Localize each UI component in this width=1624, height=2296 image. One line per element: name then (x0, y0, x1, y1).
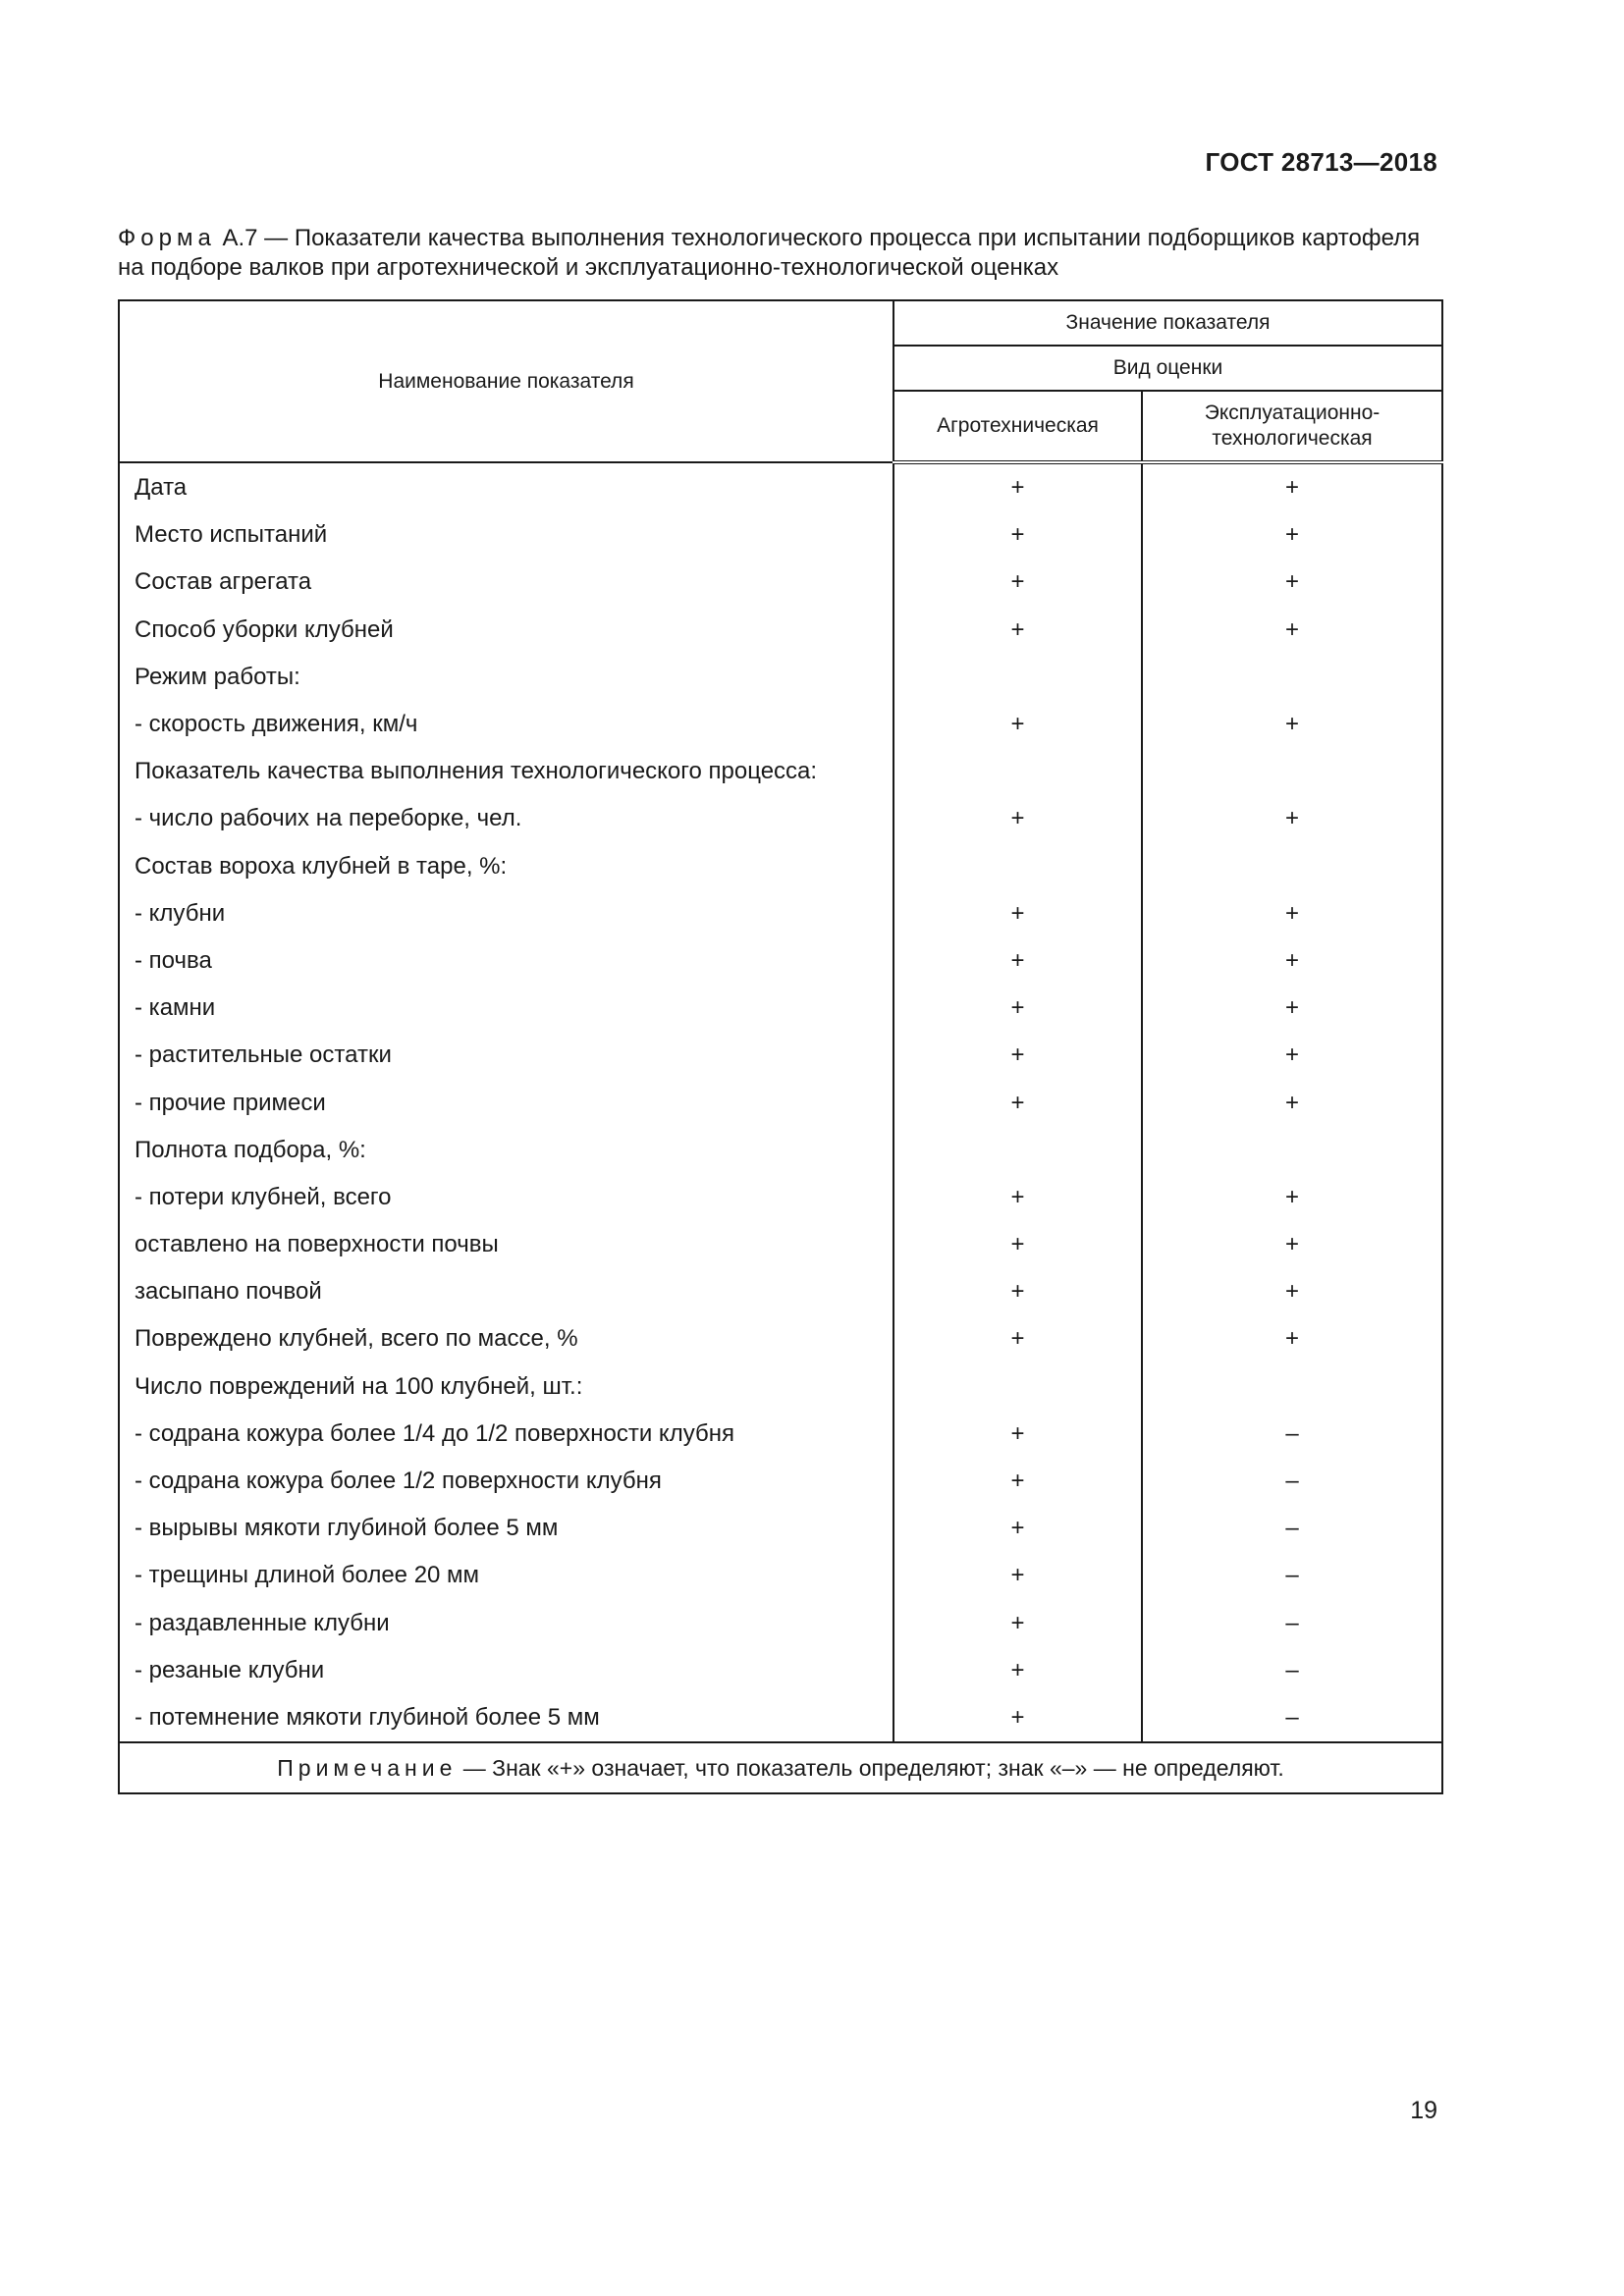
agrotechnical-mark: + (893, 701, 1142, 748)
table-row (119, 1458, 1442, 1505)
indicator-label: Полнота подбора, %: (119, 1127, 893, 1174)
indicator-label: - растительные остатки (119, 1032, 893, 1079)
indicator-label: - раздавленные клубни (119, 1600, 893, 1647)
table-row (119, 1694, 1442, 1742)
table-row (119, 1552, 1442, 1599)
table-note (119, 1742, 1442, 1793)
table-row (119, 1411, 1442, 1458)
operational-mark: + (1142, 890, 1442, 937)
table-row (119, 607, 1442, 654)
caption-text: А.7 — Показатели качества выполнения технологического процесса при испытании подборщиков картофеля на подборе валков при агротехнической и эксплуатационно-технологической оценках (118, 225, 1421, 281)
indicator-label: Место испытаний (119, 511, 893, 559)
agrotechnical-mark: + (893, 1647, 1142, 1694)
table-row (119, 1647, 1442, 1694)
agrotechnical-mark: + (893, 607, 1142, 654)
indicator-label: оставлено на поверхности почвы (119, 1221, 893, 1268)
agrotechnical-mark: + (893, 937, 1142, 985)
table-row (119, 1127, 1442, 1174)
indicator-label: Режим работы: (119, 654, 893, 701)
operational-mark: + (1142, 1221, 1442, 1268)
operational-mark: – (1142, 1411, 1442, 1458)
indicator-label: - содрана кожура более 1/2 поверхности клубня (119, 1458, 893, 1505)
indicator-label: - прочие примеси (119, 1079, 893, 1126)
table-row (119, 1174, 1442, 1221)
indicator-label: - клубни (119, 890, 893, 937)
table-row (119, 795, 1442, 842)
indicator-label: - потери клубней, всего (119, 1174, 893, 1221)
agrotechnical-mark: + (893, 462, 1142, 511)
indicator-label: Способ уборки клубней (119, 607, 893, 654)
operational-mark (1142, 843, 1442, 890)
indicators-table (118, 299, 1443, 1794)
agrotechnical-mark: + (893, 985, 1142, 1032)
agrotechnical-mark: + (893, 1079, 1142, 1126)
agrotechnical-mark: + (893, 1221, 1142, 1268)
table-row (119, 843, 1442, 890)
document-code: ГОСТ 28713—2018 (1205, 147, 1437, 177)
indicator-label: Состав вороха клубней в таре, %: (119, 843, 893, 890)
indicator-label: - скорость движения, км/ч (119, 701, 893, 748)
agrotechnical-mark: + (893, 511, 1142, 559)
table-row (119, 1079, 1442, 1126)
operational-mark (1142, 748, 1442, 795)
note-text: — Знак «+» означает, что показатель определяют; знак «–» — не определяют. (457, 1754, 1284, 1781)
indicator-label: - потемнение мякоти глубиной более 5 мм (119, 1694, 893, 1742)
page-number: 19 (1410, 2097, 1437, 2124)
agrotechnical-mark (893, 843, 1142, 890)
operational-mark: + (1142, 1174, 1442, 1221)
indicator-label: Состав агрегата (119, 559, 893, 606)
header-assessment-type: Вид оценки (893, 346, 1442, 391)
table-row (119, 985, 1442, 1032)
operational-mark: – (1142, 1505, 1442, 1552)
agrotechnical-mark: + (893, 1268, 1142, 1315)
indicator-label: - резаные клубни (119, 1647, 893, 1694)
operational-mark: + (1142, 985, 1442, 1032)
caption-label: Форма (118, 225, 216, 251)
operational-mark: + (1142, 1315, 1442, 1362)
indicator-label: засыпано почвой (119, 1268, 893, 1315)
indicator-label: Повреждено клубней, всего по массе, % (119, 1315, 893, 1362)
operational-mark: + (1142, 1268, 1442, 1315)
operational-mark (1142, 1127, 1442, 1174)
table-row (119, 511, 1442, 559)
table-row (119, 748, 1442, 795)
operational-mark: + (1142, 462, 1442, 511)
table-row (119, 1600, 1442, 1647)
operational-mark: + (1142, 701, 1442, 748)
table-row (119, 559, 1442, 606)
indicator-label: - камни (119, 985, 893, 1032)
indicator-label: Показатель качества выполнения технологического процесса: (119, 748, 893, 795)
note-prefix: Примечание (277, 1754, 458, 1781)
operational-mark: + (1142, 1032, 1442, 1079)
table-row (119, 1505, 1442, 1552)
table-row (119, 701, 1442, 748)
agrotechnical-mark: + (893, 890, 1142, 937)
operational-mark: + (1142, 559, 1442, 606)
indicator-label: Число повреждений на 100 клубней, шт.: (119, 1363, 893, 1411)
table-row (119, 654, 1442, 701)
operational-mark: + (1142, 795, 1442, 842)
agrotechnical-mark (893, 654, 1142, 701)
table-row (119, 937, 1442, 985)
operational-mark: – (1142, 1647, 1442, 1694)
agrotechnical-mark (893, 1363, 1142, 1411)
indicator-label: - почва (119, 937, 893, 985)
operational-mark: + (1142, 937, 1442, 985)
agrotechnical-mark: + (893, 1315, 1142, 1362)
header-operational: Эксплуатационно-технологическая (1142, 391, 1442, 462)
operational-mark: – (1142, 1694, 1442, 1742)
agrotechnical-mark: + (893, 1600, 1142, 1647)
table-row (119, 1032, 1442, 1079)
agrotechnical-mark: + (893, 1694, 1142, 1742)
agrotechnical-mark: + (893, 1032, 1142, 1079)
agrotechnical-mark: + (893, 1552, 1142, 1599)
table-row (119, 1315, 1442, 1362)
table-row (119, 890, 1442, 937)
indicator-label: - вырывы мякоти глубиной более 5 мм (119, 1505, 893, 1552)
agrotechnical-mark (893, 748, 1142, 795)
table-row (119, 1268, 1442, 1315)
agrotechnical-mark: + (893, 1174, 1142, 1221)
agrotechnical-mark: + (893, 795, 1142, 842)
agrotechnical-mark: + (893, 1411, 1142, 1458)
agrotechnical-mark: + (893, 559, 1142, 606)
operational-mark: + (1142, 607, 1442, 654)
indicator-label: - число рабочих на переборке, чел. (119, 795, 893, 842)
agrotechnical-mark: + (893, 1458, 1142, 1505)
operational-mark: – (1142, 1552, 1442, 1599)
operational-mark (1142, 654, 1442, 701)
agrotechnical-mark (893, 1127, 1142, 1174)
form-caption (118, 224, 1441, 283)
operational-mark (1142, 1363, 1442, 1411)
operational-mark: – (1142, 1458, 1442, 1505)
table-body (119, 462, 1442, 1742)
table-row (119, 1363, 1442, 1411)
header-indicator-value: Значение показателя (893, 300, 1442, 346)
table-row (119, 462, 1442, 511)
operational-mark: + (1142, 511, 1442, 559)
operational-mark: + (1142, 1079, 1442, 1126)
header-indicator-name: Наименование показателя (119, 300, 893, 462)
table-header (119, 300, 1442, 462)
indicator-label: - трещины длиной более 20 мм (119, 1552, 893, 1599)
indicator-label: Дата (119, 462, 893, 511)
indicator-label: - содрана кожура более 1/4 до 1/2 поверхности клубня (119, 1411, 893, 1458)
agrotechnical-mark: + (893, 1505, 1142, 1552)
table-row (119, 1221, 1442, 1268)
operational-mark: – (1142, 1600, 1442, 1647)
header-agrotechnical: Агротехническая (893, 391, 1142, 462)
